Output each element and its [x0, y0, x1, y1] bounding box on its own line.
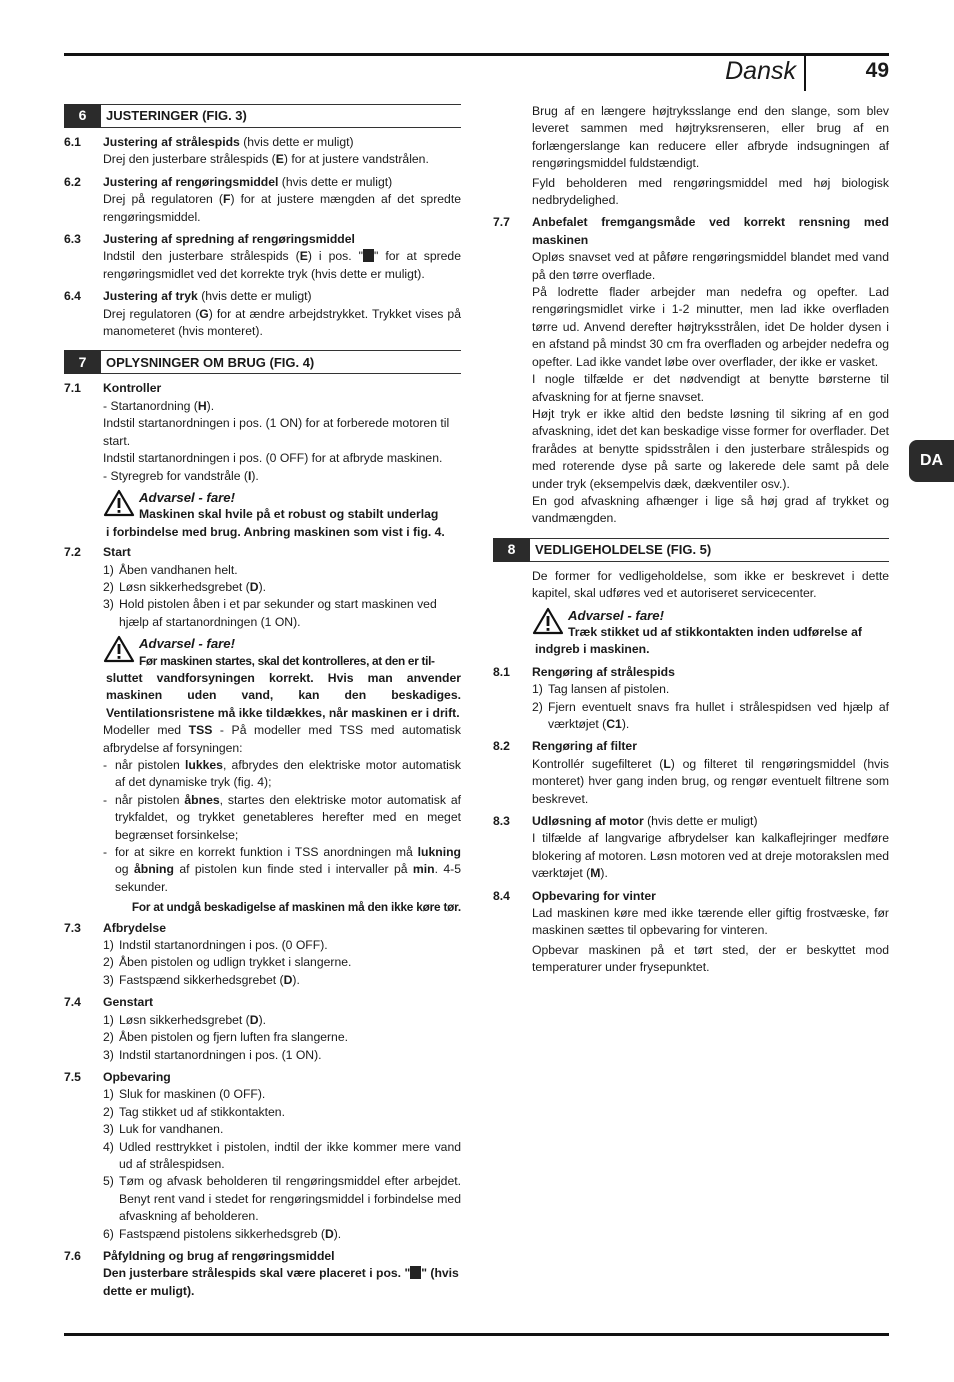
step-list	[103, 1012, 461, 1064]
step-list	[103, 562, 461, 632]
list-item: 3) Luk for vandhanen.	[103, 1122, 224, 1137]
step-list	[532, 681, 889, 733]
paragraph: Indstil startanordningen i pos. (0 OFF) for at afbryde maskinen.	[103, 451, 443, 466]
paragraph: På lodrette flader arbejder man nedefra og opefter. Lad rengøringsmidlet virke i 1-2 minutter, men lad ikke overfladen tørre ud. Anvend derefter højtryksstrålen, idet De holder dysen i en afstand på mindst 30 cm fra overfladen og arbejder nedefra og opefter. Lad ikke vandet løbe over overflader, der ikke er vasket.	[532, 285, 889, 369]
list-item: 2) Løsn sikkerhedsgrebet (D).	[103, 579, 267, 594]
section-title: JUSTERINGER (FIG. 3)	[101, 104, 461, 128]
list-item: - når pistolen åbnes, startes den elektriske motor automatisk af trykfaldet, og trykket genetableres herefter med en meget begrænset forsinkelse;	[103, 792, 461, 842]
list-item: 2) Åben pistolen og udlign trykket i slangerne.	[103, 955, 352, 970]
page-number: 49	[865, 59, 889, 82]
paragraph: Den justerbare strålespids skal være placeret i pos. " " (hvis dette er muligt).	[103, 1266, 459, 1298]
warning-text: Før maskinen startes, skal det kontrolleres, at den er til-	[139, 653, 435, 668]
list-item: 1) Tag lansen af pistolen.	[532, 682, 670, 697]
language-label: Dansk	[725, 57, 796, 85]
step-list	[103, 937, 461, 989]
paragraph: Indstil startanordningen i pos. (1 ON) for at forberede motoren til start.	[103, 416, 450, 448]
warning-block	[103, 489, 461, 524]
subsection-7-4: 7.4 Genstart	[64, 995, 154, 1010]
list-item: 1) Indstil startanordningen i pos. (0 OFF).	[103, 938, 328, 953]
list-item: - for at sikre en korrekt funktion i TSS anordningen må lukning og åbning af pistolen kun finde sted i intervaller på min. 4-5 sekunder.	[103, 845, 461, 894]
section-number: 8	[493, 538, 530, 562]
list-item: - når pistolen lukkes, afbrydes den elektriske motor automatisk af det dynamiske tryk (fig. 4);	[103, 758, 461, 790]
paragraph: I tilfælde af langvarige afbrydelser kan kalkaflejringer medføre blokering af motoren. Løsn motoren ved at dreje motorakslen med værktøjet (M).	[532, 831, 890, 881]
list-item: 6) Fastspænd pistolens sikkerhedsgreb (D).	[103, 1226, 342, 1241]
section-number: 6	[64, 104, 101, 128]
section-6-heading	[64, 104, 461, 128]
list-item: 1) Sluk for maskinen (0 OFF).	[103, 1087, 266, 1102]
subsection-6-4: 6.4 Justering af tryk (hvis dette er muligt)	[64, 289, 312, 304]
section-8-heading	[493, 538, 889, 562]
subsection-7-7: 7.7 Anbefalet fremgangsmåde ved korrekt rensning med maskinen	[493, 215, 889, 247]
warning-title: Advarsel - fare!	[139, 636, 236, 652]
warning-block	[103, 635, 461, 670]
footer-rule	[64, 1333, 889, 1336]
subsection-8-3: 8.3 Udløsning af motor (hvis dette er muligt)	[493, 814, 758, 829]
warning-triangle-icon	[532, 607, 564, 635]
paragraph: En god afvaskning afhænger i lige så høj grad af trykket og vandmængden.	[532, 493, 889, 526]
paragraph: Modeller med TSS - På modeller med TSS med automatisk afbrydelse af forsyningen:	[103, 723, 461, 755]
subsection-8-2: 8.2 Rengøring af filter	[493, 739, 637, 754]
section-7-heading	[64, 350, 461, 374]
subsection-6-1: 6.1 Justering af strålespids (hvis dette er muligt)	[64, 135, 354, 149]
list-item: 1) Åben vandhanen helt.	[103, 562, 238, 577]
list-item: 3) Hold pistolen åben i et par sekunder og start maskinen ved hjælp af startanordningen (1 ON).	[103, 597, 437, 629]
list-item: 3) Indstil startanordningen i pos. (1 ON).	[103, 1047, 322, 1062]
paragraph: Opbevar maskinen på et tørt sted, der er beskyttet mod temperaturer under frysepunktet.	[532, 942, 889, 975]
step-list	[103, 1086, 461, 1243]
list-item: 4) Udled resttrykket i pistolen, indtil der ikke kommer mere vand ud af strålespidsen.	[103, 1139, 461, 1171]
section-number: 7	[64, 350, 101, 374]
warning-triangle-icon	[103, 489, 135, 517]
paragraph: De former for vedligeholdelse, som ikke er beskrevet i dette kapitel, skal udføres ved et autoriseret servicecenter.	[532, 568, 889, 601]
subsection-7-6: 7.6 Påfyldning og brug af rengøringsmiddel	[64, 1248, 335, 1263]
list-item: 2) Fjern eventuelt snavs fra hullet i strålespidsen ved hjælp af værktøjet (C1).	[532, 699, 889, 731]
paragraph: I nogle tilfælde er det nødvendigt at benytte børsterne til afvaskning for at fjerne snavset.	[532, 372, 889, 404]
paragraph: - Styregreb for vandstråle (I).	[103, 468, 259, 483]
section-title: OPLYSNINGER OM BRUG (FIG. 4)	[101, 350, 461, 374]
warning-title: Advarsel - fare!	[568, 607, 665, 623]
paragraph: Fyld beholderen med rengøringsmiddel med høj biologisk nedbrydelighed.	[532, 175, 889, 208]
nozzle-position-icon	[363, 249, 374, 262]
right-column	[493, 103, 889, 977]
subsection-7-3: 7.3 Afbrydelse	[64, 920, 166, 935]
nozzle-position-icon	[410, 1266, 421, 1279]
paragraph: Opløs snavset ved at påføre rengøringsmiddel blandet med vand på den tørre overflade.	[532, 250, 889, 282]
warning-block	[532, 607, 889, 642]
warning-text: i forbindelse med brug. Anbring maskinen som vist i fig. 4.	[106, 524, 445, 539]
paragraph: Drej regulatoren (G) for at ændre arbejdstrykket. Trykket vises på manometeret (hvis monteret).	[103, 306, 461, 339]
subsection-7-2: 7.2 Start	[64, 545, 131, 560]
subsection-7-1: 7.1 Kontroller	[64, 381, 162, 396]
paragraph: Lad maskinen køre med ikke tærende eller giftig frostvæske, før maskinen sættes til opbevaring for vinteren.	[532, 906, 889, 938]
left-column	[64, 104, 461, 1300]
subsection-7-5: 7.5 Opbevaring	[64, 1069, 171, 1084]
header-divider	[804, 55, 806, 91]
list-item: 2) Tag stikket ud af stikkontakten.	[103, 1104, 285, 1119]
warning-triangle-icon	[103, 635, 135, 663]
paragraph: Kontrollér sugefilteret (L) og filteret til rengøringsmiddel (hvis monteret) hver gang inden brug, og rengør eventuelt filtrene som beskrevet.	[532, 756, 889, 806]
paragraph: Brug af en længere højtryksslange end den slange, som blev leveret sammen med højtryksrenseren, eller brug af en forlængerslange kan reducere eller afbryde indsugningen af rengøringsmiddel fuldstændigt.	[532, 104, 889, 171]
warning-title: Advarsel - fare!	[139, 489, 236, 505]
warning-text: sluttet vandforsyningen korrekt. Hvis man anvender maskinen uden vand, kan den beskadiges. Ventilationsristene må ikke tildækkes, når maskinen er i drift.	[106, 670, 461, 720]
warning-text: Træk stikket ud af stikkontakten inden udførelse af	[568, 624, 862, 639]
paragraph: - Startanordning (H).	[103, 398, 215, 413]
language-tab: DA	[909, 440, 954, 482]
subsection-8-4: 8.4 Opbevaring for vinter	[493, 888, 656, 903]
subsection-8-1: 8.1 Rengøring af strålespids	[493, 664, 675, 679]
paragraph: Drej på regulatoren (F) for at justere mængden af det spredte rengøringsmiddel.	[103, 192, 461, 224]
list-item: 2) Åben pistolen og fjern luften fra slangerne.	[103, 1030, 349, 1045]
list-item: 3) Fastspænd sikkerhedsgrebet (D).	[103, 972, 300, 987]
section-title: VEDLIGEHOLDELSE (FIG. 5)	[530, 538, 889, 562]
paragraph: Drej den justerbare strålespids (E) for at justere vandstrålen.	[103, 152, 429, 167]
notice-text: For at undgå beskadigelse af maskinen må den ikke køre tør.	[131, 900, 461, 915]
warning-text: indgreb i maskinen.	[535, 642, 650, 657]
list-item: 5) Tøm og afvask beholderen til rengøringsmiddel efter arbejdet. Benyt rent vand i stedet for rengøringsmiddel i forbindelse med afvaskning af beholderen.	[103, 1174, 461, 1224]
dash-list	[103, 757, 461, 896]
subsection-6-2: 6.2 Justering af rengøringsmiddel (hvis dette er muligt)	[64, 174, 393, 189]
warning-text: Maskinen skal hvile på et robust og stabilt underlag	[139, 507, 439, 522]
list-item: 1) Løsn sikkerhedsgrebet (D).	[103, 1012, 267, 1027]
paragraph: Højt tryk er ikke altid den bedste løsning til sikring af en god afvaskning, idet det kan beskadige visse former for overflader. Det frarådes at benytte spidsstrålen i den justerbare strålespids og med roterende dyse på sarte og lakerede dele samt på dele under tryk (eksempelvis dæk, dækventiler osv.).	[532, 406, 890, 491]
paragraph: Indstil den justerbare strålespids (E) i pos. " " for at sprede rengøringsmidlet ved det korrekte tryk (hvis dette er muligt).	[103, 249, 461, 281]
subsection-6-3: 6.3 Justering af spredning af rengøringsmiddel	[64, 232, 355, 247]
